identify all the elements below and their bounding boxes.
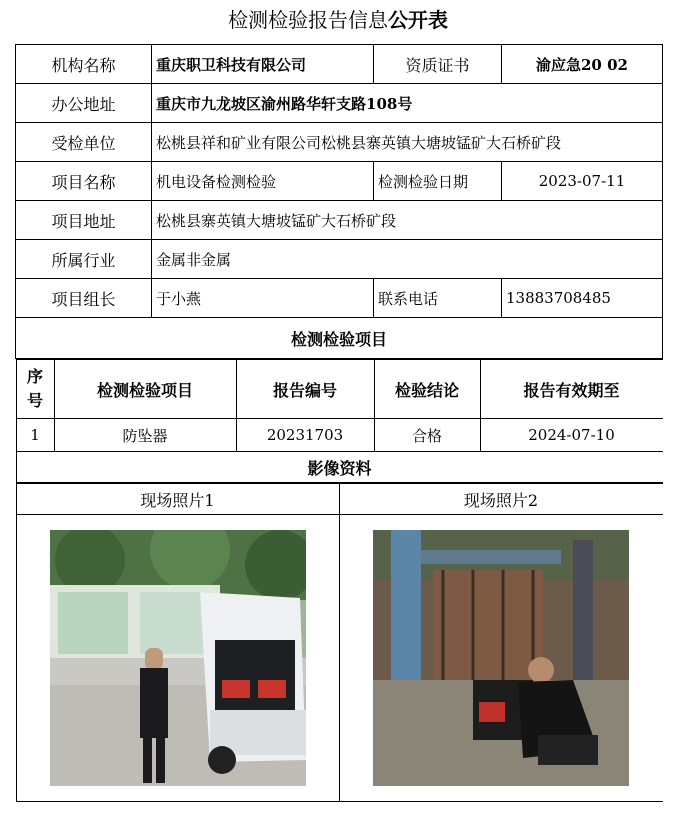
conclusion-cell: 合格 bbox=[374, 419, 480, 452]
date-label: 检测检验日期 bbox=[374, 162, 502, 201]
addr-value: 重庆市九龙坡区渝州路华轩支路108号 bbox=[152, 84, 663, 123]
items-inner-row bbox=[16, 359, 663, 484]
addr-row bbox=[16, 84, 663, 123]
report-no-cell: 20231703 bbox=[236, 419, 374, 452]
photo2-cell bbox=[339, 515, 663, 802]
seq-header: 序号 bbox=[16, 360, 54, 419]
leader-value: 于小燕 bbox=[152, 279, 374, 318]
site-value: 松桃县寨英镇大塘坡锰矿大石桥矿段 bbox=[152, 201, 663, 240]
photo1-label: 现场照片1 bbox=[16, 484, 339, 515]
org-label: 机构名称 bbox=[16, 45, 152, 84]
images-section-row bbox=[16, 452, 663, 483]
site-label: 项目地址 bbox=[16, 201, 152, 240]
site-photo-1 bbox=[50, 530, 306, 786]
items-section-title: 检测检验项目 bbox=[16, 318, 663, 359]
cert-value: 渝应急20 02 bbox=[502, 45, 663, 84]
date-value: 2023-07-11 bbox=[502, 162, 663, 201]
project-row bbox=[16, 162, 663, 201]
items-table bbox=[16, 359, 663, 483]
seq-cell: 1 bbox=[16, 419, 54, 452]
item-cell: 防坠器 bbox=[54, 419, 236, 452]
project-label: 项目名称 bbox=[16, 162, 152, 201]
table-row bbox=[16, 419, 663, 452]
valid-cell: 2024-07-10 bbox=[480, 419, 663, 452]
page-title: 检测检验报告信息公开表 bbox=[228, 8, 448, 32]
leader-label: 项目组长 bbox=[16, 279, 152, 318]
leader-row bbox=[16, 279, 663, 318]
photo2-label: 现场照片2 bbox=[339, 484, 663, 515]
industry-value: 金属非金属 bbox=[152, 240, 663, 279]
addr-label: 办公地址 bbox=[16, 84, 152, 123]
report-no-header: 报告编号 bbox=[236, 360, 374, 419]
valid-header: 报告有效期至 bbox=[480, 360, 663, 419]
cert-label: 资质证书 bbox=[374, 45, 502, 84]
project-value: 机电设备检测检验 bbox=[152, 162, 374, 201]
org-value: 重庆职卫科技有限公司 bbox=[152, 45, 374, 84]
industry-label: 所属行业 bbox=[16, 240, 152, 279]
client-value: 松桃县祥和矿业有限公司松桃县寨英镇大塘坡锰矿大石桥矿段 bbox=[152, 123, 663, 162]
conclusion-header: 检验结论 bbox=[374, 360, 480, 419]
items-section-row bbox=[16, 318, 663, 359]
report-table bbox=[15, 44, 663, 802]
photo-table bbox=[16, 483, 663, 802]
photo1-cell bbox=[16, 515, 339, 802]
photo-inner-row bbox=[16, 483, 663, 802]
org-row bbox=[16, 45, 663, 84]
photo-label-row bbox=[16, 484, 663, 515]
photo-row bbox=[16, 515, 663, 802]
client-row bbox=[16, 123, 663, 162]
site-row bbox=[16, 201, 663, 240]
site-photo-2 bbox=[373, 530, 629, 786]
phone-label: 联系电话 bbox=[374, 279, 502, 318]
item-header: 检测检验项目 bbox=[54, 360, 236, 419]
images-section-title: 影像资料 bbox=[16, 452, 663, 483]
phone-value: 13883708485 bbox=[502, 279, 663, 318]
industry-row bbox=[16, 240, 663, 279]
items-header-row bbox=[16, 360, 663, 419]
client-label: 受检单位 bbox=[16, 123, 152, 162]
